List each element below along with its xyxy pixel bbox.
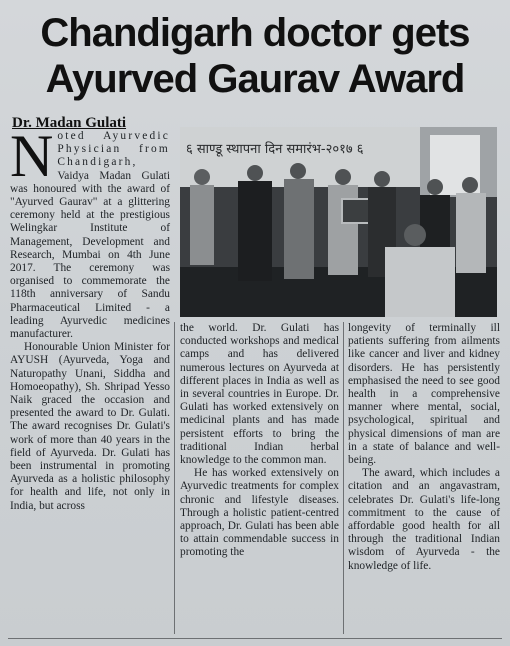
column-divider (174, 322, 175, 634)
photo-illustration (180, 127, 497, 317)
article-paragraph: The award, which includes a citation and an angavastram, celebrates Dr. Gulati's life-long commitment to the cause of affordable good health for all through the traditional Indian wisdom of Ayurveda - the knowledge of life. (348, 467, 500, 572)
article-paragraph: longevity of terminally ill patients suffering from ailments like cancer and liver and kidney disorders. He has persistently emphasised the need to see good health in a comprehensive manner where mental, social, psychological, spiritual and physical dimensions of man are in a state of balance and well-being. (348, 322, 500, 467)
article-paragraph: He has worked extensively on Ayurvedic treatments for complex chronic and lifestyle diseases. Through a holistic patient-centred approach, Dr. Gulati has been able to attain commendable success in promoting the (180, 467, 339, 559)
drop-cap: N (10, 123, 54, 189)
article-paragraph: the world. Dr. Gulati has conducted workshops and medical camps and has delivered numerous lectures on Ayurveda at different places in India as well as in several countries in Europe. Dr. Gulati has worked extensively on medicinal plants and has made persistent efforts to bring the traditional Indian herbal knowledge to the common man. (180, 322, 339, 467)
award-ceremony-photo (180, 127, 497, 317)
headline (0, 10, 510, 102)
headline-line-2: Ayurved Gaurav Award (45, 57, 465, 101)
photo-banner-text: ६ साण्डू स्थापना दिन समारंभ-२०१७ ६ (186, 142, 364, 157)
byline: Dr. Madan Gulati (12, 115, 127, 131)
paragraph-text: Vaidya Madan Gulati was honoured with the award of "Ayurved Gaurav" at a glittering ceremony held at the prestigious Welingkar Institute of Management, Development and Research, Mumbai on 4th June 2017. The ceremony was organised to commemorate the 118th anniversary of Sandu Pharmaceutical Limited - a leading Ayurvedic medicines manufacturer. (10, 169, 170, 341)
headline-line-1: Chandigarh doctor gets (40, 11, 470, 55)
lead-text: oted Ayurvedic Physician from Chandigarh, (57, 130, 170, 169)
article-paragraph: Honourable Union Minister for AYUSH (Ayurveda, Yoga and Naturopathy Unani, Siddha and Homoeopathy), Sh. Shripad Yesso Naik graced the occasion and presented the award to Dr. Gulati. The award recognises Dr. Gulati's work of more than 40 years in the field of Ayurveda. Dr. Gulati has been instrumental in promoting Ayurveda as a holistic philosophy for health and life, not only in India, but across (10, 341, 170, 512)
column-divider (343, 322, 344, 634)
article-column-3 (348, 322, 500, 573)
bottom-rule (8, 638, 502, 639)
article-column-2 (180, 322, 339, 560)
